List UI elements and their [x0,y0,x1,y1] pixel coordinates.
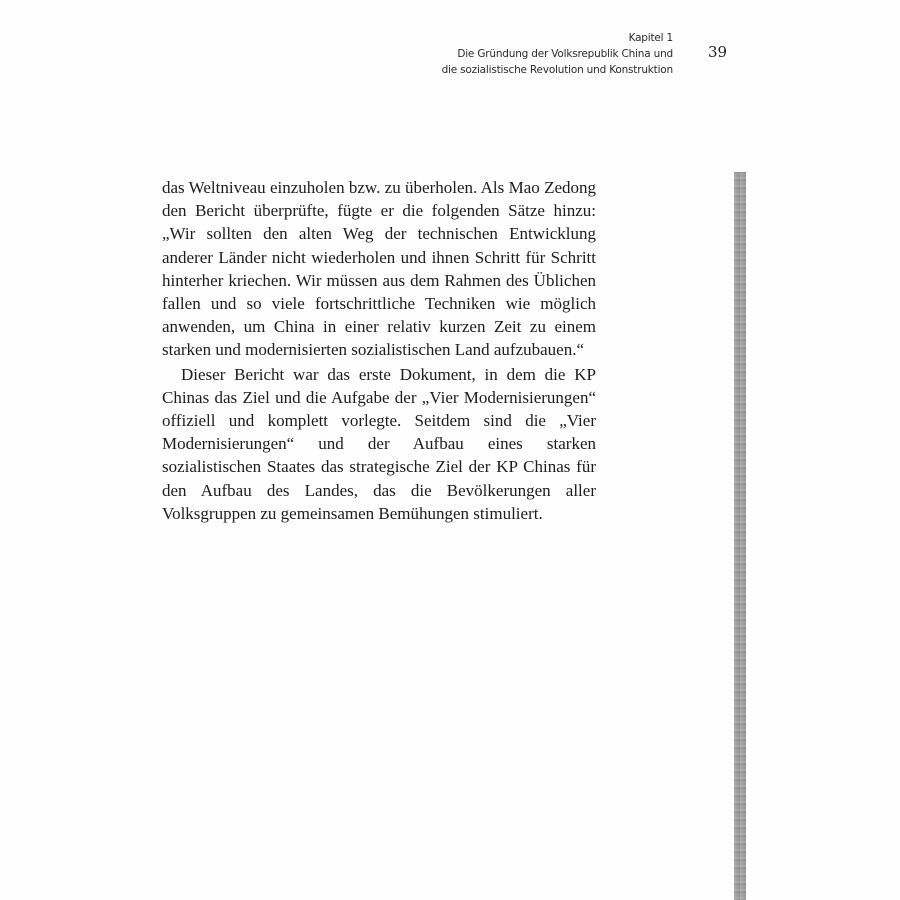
page-number: 39 [708,43,728,61]
paragraph-1: das Weltniveau einzuholen bzw. zu überholen. Als Mao Zedong den Bericht überprüfte, fügte er die folgenden Sätze hinzu: „Wir sollten den alten Weg der technischen Entwicklung anderer Länder nicht wiederholen und ihnen Schritt für Schritt hinterher kriechen. Wir müssen aus dem Rahmen des Üblichen fallen und so viele fortschrittliche Techniken wie möglich anwenden, um China in einer relativ kurzen Zeit zu einem starken und modernisierten sozialistischen Land aufzubauen.“ [162,178,596,360]
running-head [442,30,673,78]
body-text [162,176,596,525]
chapter-label: Kapitel 1 [628,32,673,44]
paragraph-2: Dieser Bericht war das erste Dokument, in dem die KP Chinas das Ziel und die Aufgabe der „Vier Modernisierungen“ offiziell und komplett vorlegte. Seitdem sind die „Vier Modernisierungen“ und der Aufbau eines starken sozialistischen Staates das strategische Ziel der KP Chinas für den Aufbau des Landes, das die Bevölkerungen aller Volksgruppen zu gemeinsamen Bemühungen stimuliert. [162,364,596,523]
chapter-title-line-1: Die Gründung der Volksrepublik China und [457,48,673,60]
chapter-title-line-2: die sozialistische Revolution und Konstruktion [441,64,673,76]
page-edge-scan-strip [734,172,746,900]
